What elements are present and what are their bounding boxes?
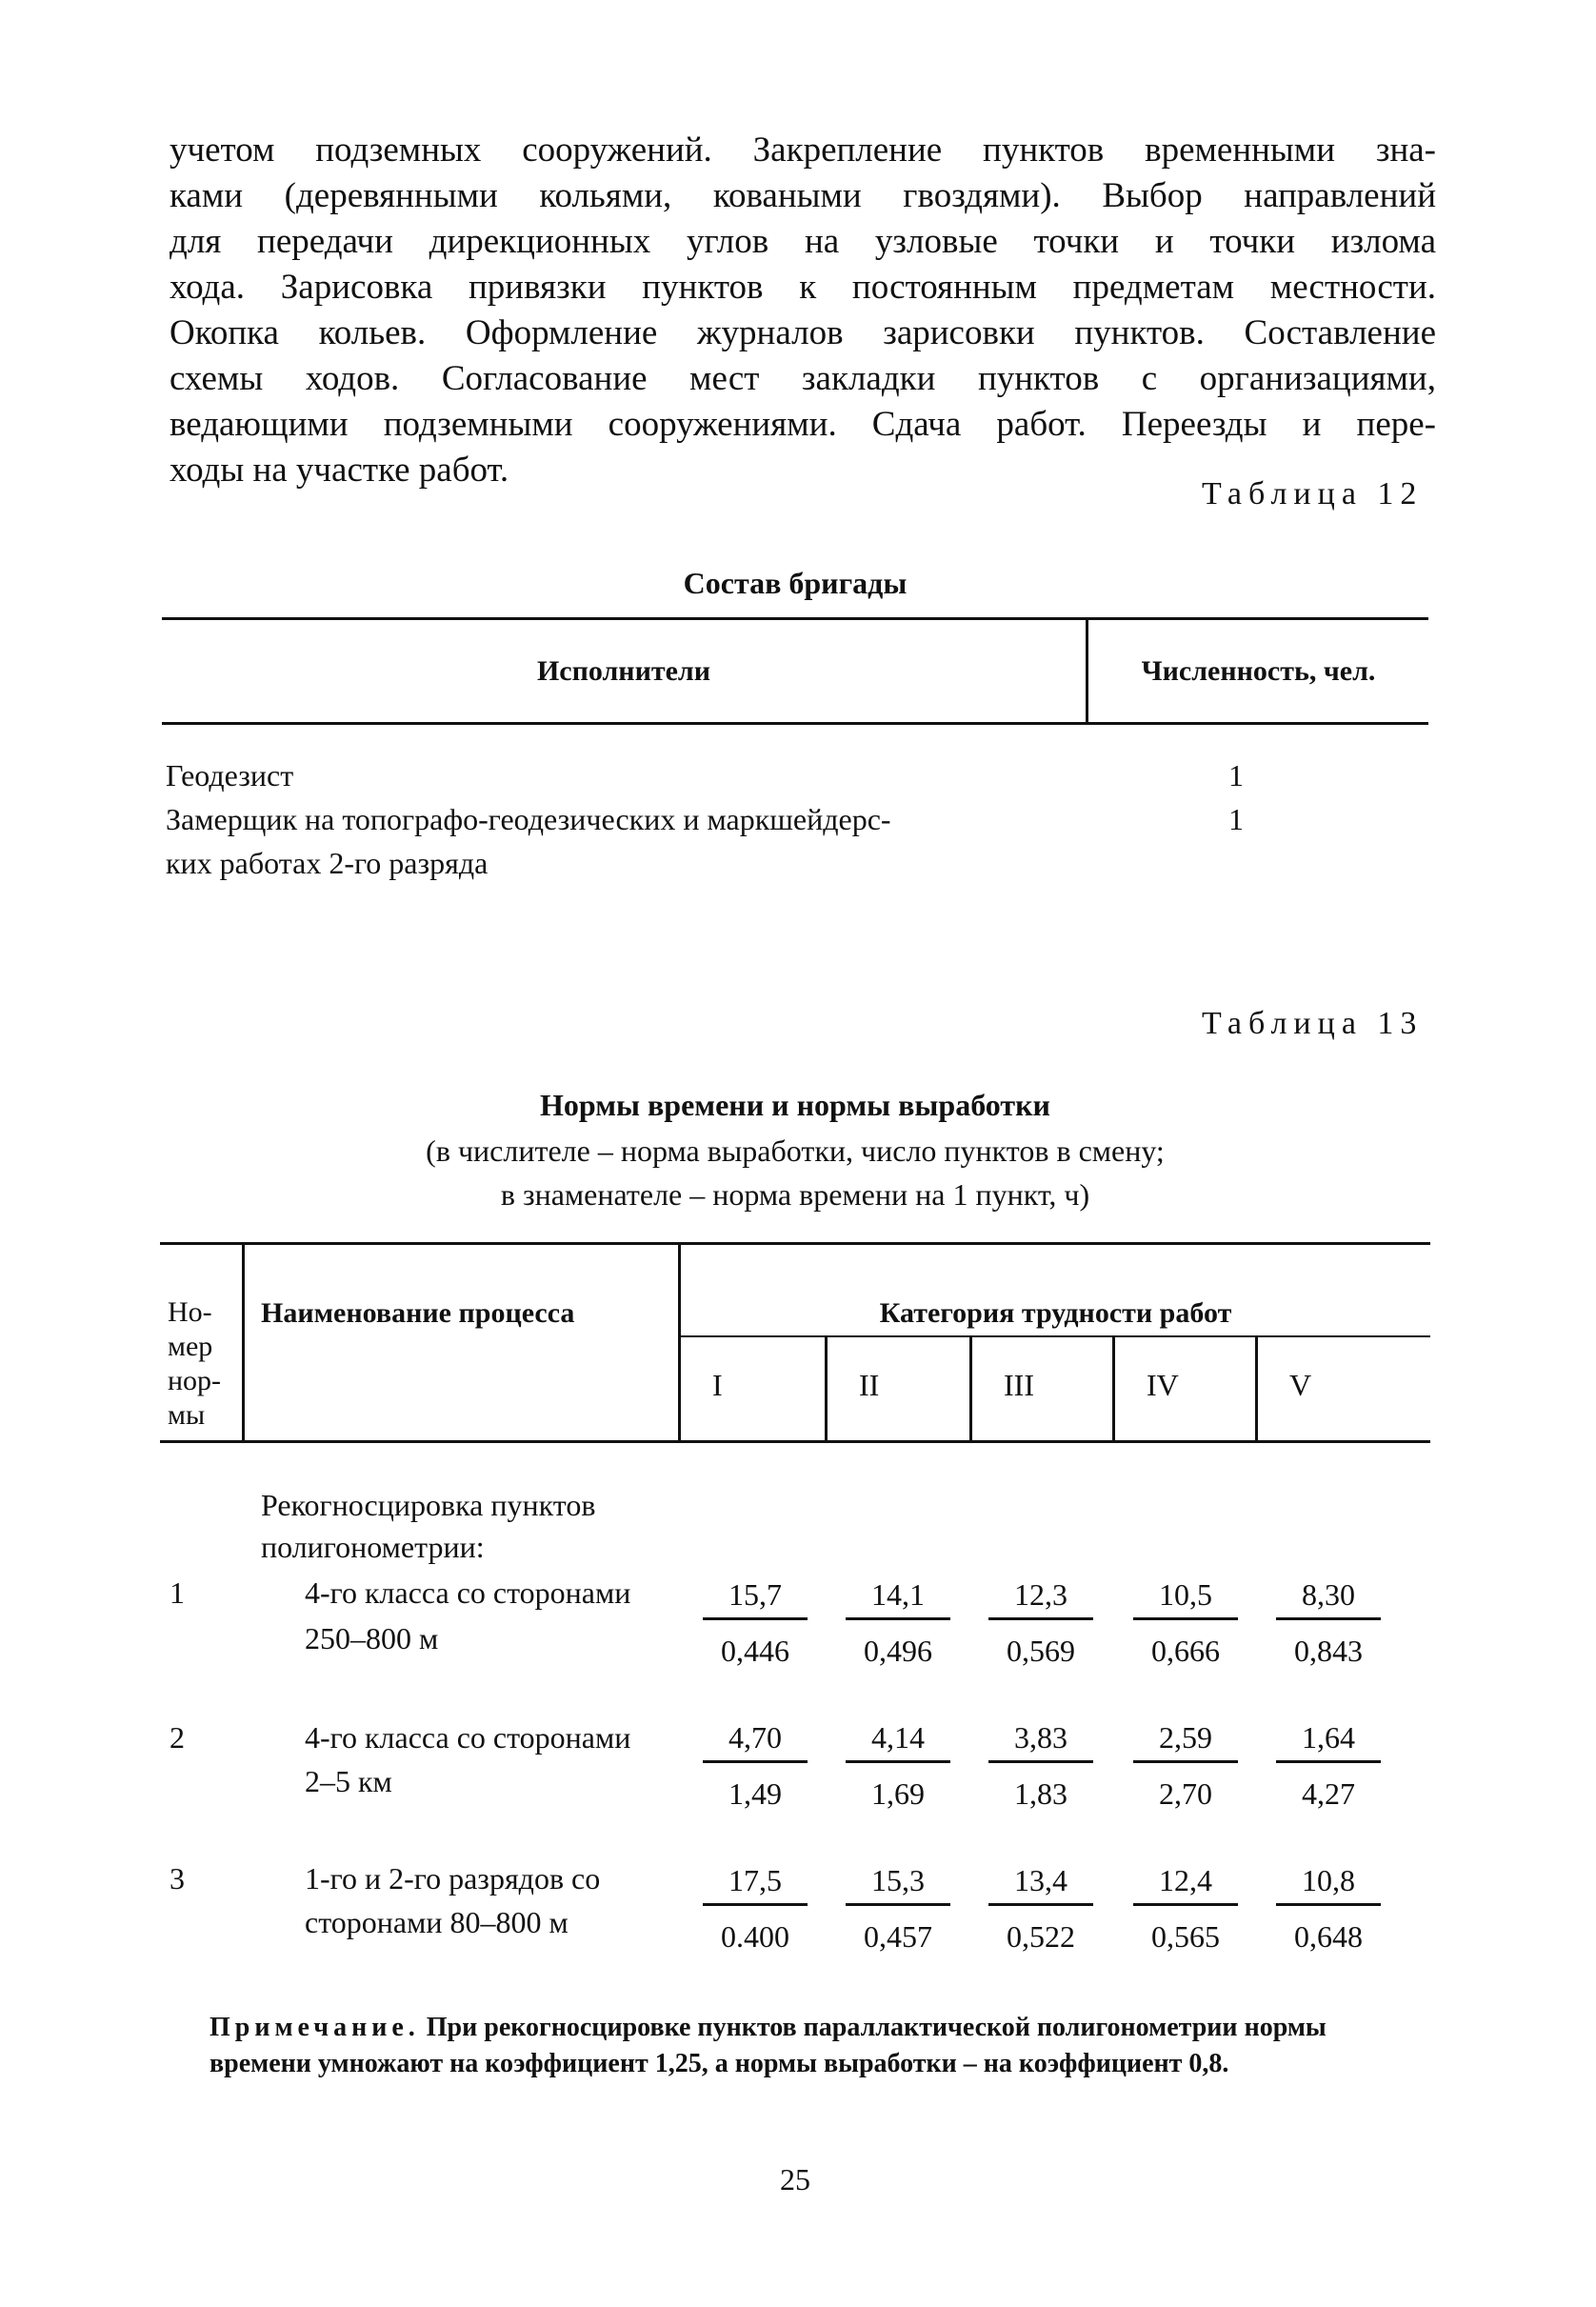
group-title: Рекогносцировка пунктов [261, 1488, 596, 1522]
table13-header-process: Наименование процесса [261, 1297, 575, 1329]
value-fraction: $\frac{12,4}{0,565}$ [1133, 1859, 1238, 1957]
category-label: III [1004, 1368, 1034, 1402]
value-fraction: $\frac{15,7}{0,446}$ [703, 1574, 808, 1672]
group-title: полигонометрии: [261, 1530, 485, 1564]
category-label: I [712, 1368, 723, 1402]
note-label: Примечание. [209, 2013, 420, 2042]
table12-row-name: ких работах 2-го разряда [166, 846, 489, 880]
table12-row-count: 1 [1228, 802, 1244, 836]
row-number: 2 [170, 1720, 185, 1755]
category-label: IV [1147, 1368, 1179, 1402]
intro-line: учетом подземных сооружений. Закрепление пунктов временными зна- [170, 130, 1436, 170]
row-process: 4-го класса со сторонами [305, 1575, 631, 1610]
table12-title: Состав бригады [683, 566, 908, 600]
table12-label: Таблица 12 [1202, 476, 1424, 512]
value-fraction: $\frac{10,8}{0,648}$ [1276, 1859, 1381, 1957]
table13-col-divider [678, 1242, 681, 1442]
value-fraction: $\frac{10,5}{0,666}$ [1133, 1574, 1238, 1672]
table13-col-divider [1112, 1335, 1115, 1442]
table12-header-count: Численность, чел. [1141, 655, 1376, 687]
table12-row-count: 1 [1228, 758, 1244, 792]
table13-header-norm: Но- мер нор- мы [168, 1296, 222, 1431]
row-process: 1-го и 2-го разрядов со [305, 1861, 601, 1896]
category-label: II [859, 1368, 880, 1402]
table13-header-category: Категория трудности работ [879, 1297, 1232, 1329]
table13-col-divider [242, 1242, 245, 1442]
value-fraction: $\frac{4,70}{1,49}$ [703, 1716, 808, 1815]
table12-header-rule [162, 722, 1428, 725]
table13-col-divider [1255, 1335, 1258, 1442]
value-fraction: $\frac{3,83}{1,83}$ [988, 1716, 1093, 1815]
row-process: сторонами 80–800 м [305, 1905, 569, 1939]
value-fraction: $\frac{4,14}{1,69}$ [846, 1716, 950, 1815]
row-process: 4-го класса со сторонами [305, 1720, 631, 1755]
intro-line: ведающими подземными сооружениями. Сдача работ. Переезды и пере- [170, 405, 1436, 444]
page-number: 25 [780, 2162, 810, 2197]
intro-line: для передачи дирекционных углов на узловые точки и точки излома [170, 222, 1436, 261]
value-fraction: $\frac{1,64}{4,27}$ [1276, 1716, 1381, 1815]
intro-line: ками (деревянными кольями, коваными гвоздями). Выбор направлений [170, 176, 1436, 215]
table13-label: Таблица 13 [1202, 1006, 1424, 1041]
table12-top-rule [162, 617, 1428, 620]
table-note [209, 2010, 1428, 2082]
table13-category-rule [678, 1335, 1430, 1337]
intro-line: хода. Зарисовка привязки пунктов к постоянным предметам местности. [170, 268, 1436, 307]
value-fraction: $\frac{12,3}{0,569}$ [988, 1574, 1093, 1672]
note-text: При рекогносцировке пунктов параллактической полигонометрии нормы времени умножают на коэффициент 1,25, а нормы выработки – на коэффициент 0,8. [209, 2013, 1327, 2078]
table13-header-rule [160, 1440, 1430, 1443]
table13-subtitle: (в числителе – норма выработки, число пунктов в смену; [426, 1133, 1165, 1168]
row-number: 1 [170, 1575, 185, 1610]
table13-top-rule [160, 1242, 1430, 1245]
intro-line: схемы ходов. Согласование мест закладки пунктов с организациями, [170, 359, 1436, 398]
table12-header-performers: Исполнители [536, 655, 711, 687]
value-fraction: $\frac{14,1}{0,496}$ [846, 1574, 950, 1672]
table13-col-divider [969, 1335, 972, 1442]
value-fraction: $\frac{2,59}{2,70}$ [1133, 1716, 1238, 1815]
intro-line: ходы на участке работ. [170, 451, 509, 490]
intro-line: Окопка кольев. Оформление журналов зарисовки пунктов. Составление [170, 313, 1436, 352]
row-number: 3 [170, 1861, 185, 1896]
table13-title: Нормы времени и нормы выработки [540, 1088, 1050, 1122]
row-process: 250–800 м [305, 1621, 439, 1655]
table13-subtitle: в знаменателе – норма времени на 1 пункт, ч) [500, 1177, 1090, 1212]
value-fraction: $\frac{13,4}{0,522}$ [988, 1859, 1093, 1957]
table12-row-name: Замерщик на топографо-геодезических и маркшейдерс- [166, 802, 891, 836]
table12-row-name: Геодезист [166, 758, 294, 792]
value-fraction: $\frac{17,5}{0.400}$ [703, 1859, 808, 1957]
value-fraction: $\frac{15,3}{0,457}$ [846, 1859, 950, 1957]
value-fraction: $\frac{8,30}{0,843}$ [1276, 1574, 1381, 1672]
row-process: 2–5 км [305, 1764, 392, 1798]
table13-col-divider [825, 1335, 828, 1442]
category-label: V [1289, 1368, 1312, 1402]
